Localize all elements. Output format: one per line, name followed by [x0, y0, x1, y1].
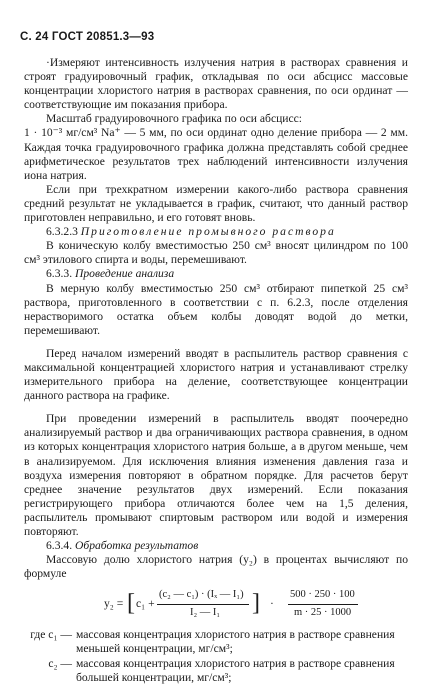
formula-denominator: I₂ — I₁	[190, 607, 221, 619]
formula-bracket-open: [	[127, 590, 135, 617]
formula-c1: c₁ +	[136, 597, 155, 611]
formula-multiply: ·	[270, 597, 274, 611]
section-heading	[24, 539, 408, 553]
formula-denominator-2: m · 25 · 1000	[294, 607, 352, 619]
formula-lhs: y₂ =	[104, 597, 124, 611]
formula-bracket-close: ]	[252, 590, 260, 617]
section-title: Приготовление промывного раствора	[80, 225, 336, 239]
section-title: Проведение анализа	[75, 267, 175, 281]
section-heading	[24, 225, 408, 239]
formula-fraction-bar-2	[288, 604, 358, 605]
paragraph: Массовую долю хлористого натрия (y₂) в процентах вычисляют по формуле	[24, 553, 408, 581]
formula-numerator: (c₂ — c₁) · (Iₓ — I₁)	[159, 589, 244, 601]
where-text: массовая концентрация хлористого натрия в растворе сравнения меньшей концентрации, мг/см³;	[76, 628, 395, 656]
paragraph: Масштаб градуировочного графика по оси абсцисс:	[46, 112, 303, 126]
paragraph: Перед началом измерений вводят в распылитель раствор сравнения с максимальной концентрацией хлористого натрия и устанавливают стрелку измерительного прибора на деление, соответствующее концентрации данного раствора на графике.	[24, 346, 408, 403]
section-number: 6.3.4.	[46, 539, 73, 553]
paragraph: ·Измеряют интенсивность излучения натрия в растворах сравнения и строят градуировочный график, откладывая по оси абсцисс массовые концентрации хлористого натрия в растворах сравнения, по оси ординат — соответствующие им показания прибора.	[24, 56, 408, 112]
section-number: 6.3.2.3	[46, 225, 78, 239]
section-number: 6.3.3.	[46, 267, 73, 281]
where-text: массовая концентрация хлористого натрия в растворе сравнения большей концентрации, мг/см³;	[76, 656, 395, 684]
section-title: Обработка результатов	[75, 539, 199, 553]
formula-numerator-2: 500 · 250 · 100	[290, 589, 355, 601]
paragraph: Если при трехкратном измерении какого-либо раствора сравнения средний результат не укладывается в график, считают, что данный раствор приготовлен неправильно, и его готовят вновь.	[24, 182, 408, 225]
section-heading	[24, 267, 408, 281]
where-item	[24, 628, 408, 656]
document-body	[24, 56, 408, 685]
paragraph: В мерную колбу вместимостью 250 см³ отбирают пипеткой 25 см³ раствора, приготовленного в соответствии с п. 6.2.3, после отделения нерастворимого остатка объем колбы доводят водой до метки, перемешивают.	[24, 281, 408, 337]
paragraph: В коническую колбу вместимостью 250 см³ вносят цилиндром по 100 см³ этилового спирта и воды, перемешивают.	[24, 239, 408, 267]
formula-fraction-bar	[157, 604, 249, 605]
where-symbol: где c₁ —	[30, 628, 72, 642]
paragraph: 1 · 10⁻³ мг/см³ Na⁺ — 5 мм, по оси ординат одно деление прибора — 2 мм. Каждая точка градуировочного графика должна представлять собой среднее арифметическое результатов трех наблюдений интенсивности излучения иона натрия.	[24, 126, 408, 182]
where-item	[24, 657, 408, 685]
page-header: С. 24 ГОСТ 20851.3—93	[20, 31, 155, 43]
paragraph: При проведении измерений в распылитель вводят поочередно анализируемый раствор и два ограничивающих раствора сравнения, в одном из которых концентрация хлористого натрия больше, а в другом меньше, чем в анализируемом. Для исключения влияния изменения давления газа и воздуха измерения повторяют в обратном порядке. Для расчетов берут среднее значение результатов двух измерений. Если показания регистрирующего прибора отличаются более чем на 1,5 деления, распылитель промывают спиртовым раствором или водой и измерения повторяют.	[24, 412, 408, 538]
formula	[24, 585, 408, 625]
where-symbol: c₂ —	[48, 656, 72, 670]
